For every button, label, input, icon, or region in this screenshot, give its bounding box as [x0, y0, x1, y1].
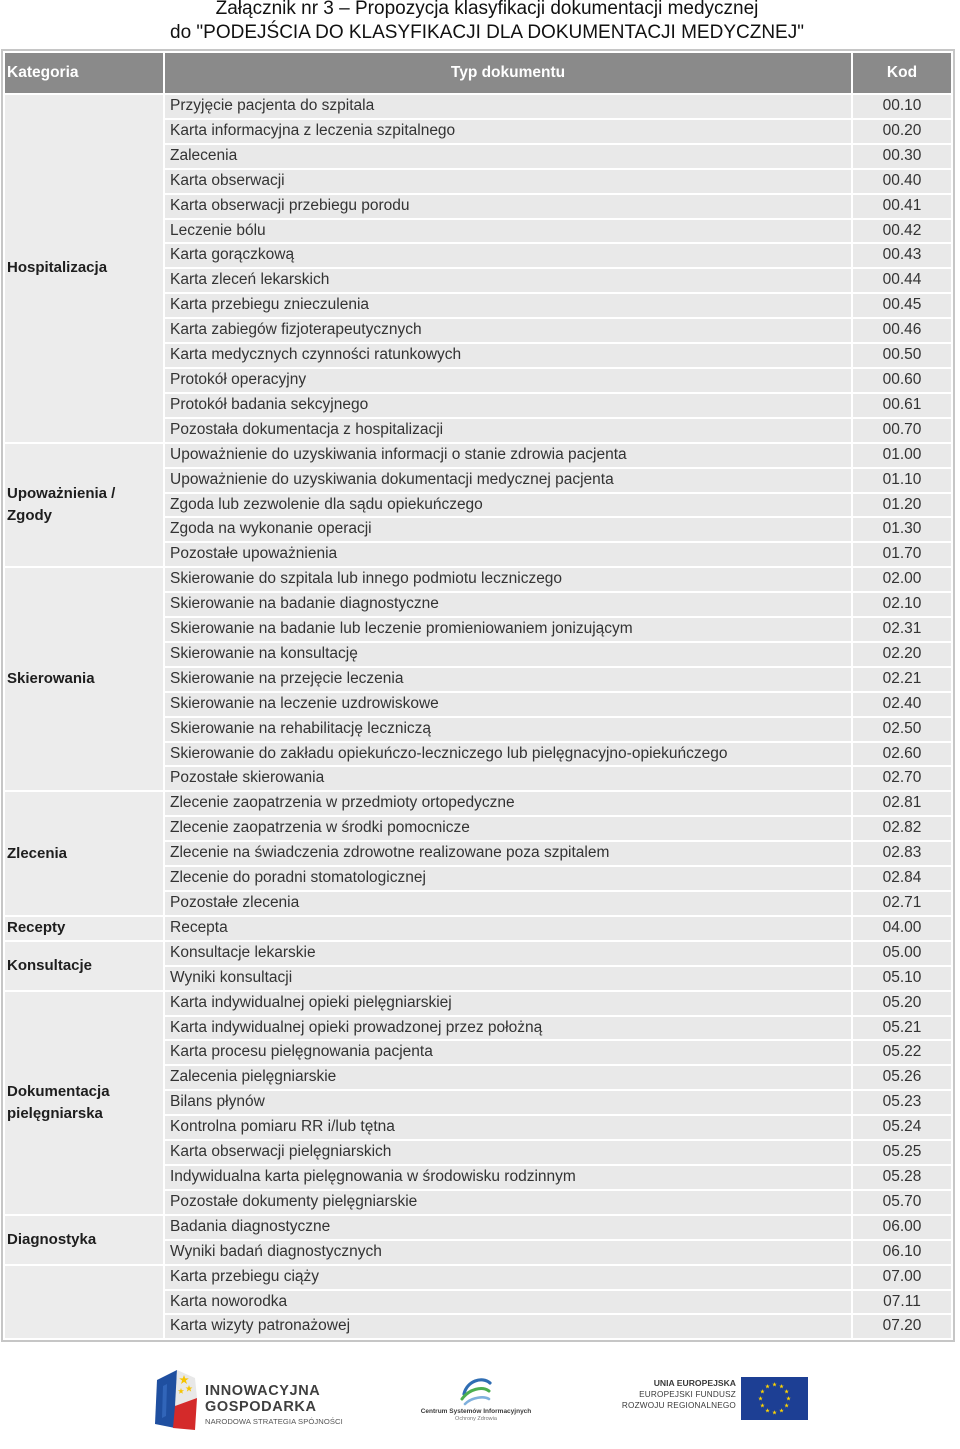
document-code-cell: 05.70	[853, 1191, 951, 1214]
document-type-cell: Skierowanie na konsultację	[165, 643, 851, 666]
document-type-cell: Pozostałe dokumenty pielęgniarskie	[165, 1191, 851, 1214]
table-row	[5, 917, 951, 940]
table-row	[5, 568, 951, 591]
header-code: Kod	[853, 53, 951, 93]
document-type-cell: Konsultacje lekarskie	[165, 942, 851, 965]
document-code-cell: 00.10	[853, 95, 951, 118]
category-cell: Recepty	[5, 917, 163, 940]
document-type-cell: Karta obserwacji	[165, 170, 851, 193]
document-code-cell: 00.41	[853, 195, 951, 218]
table-row	[5, 792, 951, 815]
document-code-cell: 07.00	[853, 1266, 951, 1289]
document-type-cell: Karta zleceń lekarskich	[165, 269, 851, 292]
table-header-row	[5, 53, 951, 93]
document-type-cell: Pozostała dokumentacja z hospitalizacji	[165, 419, 851, 442]
category-cell: Zlecenia	[5, 792, 163, 915]
document-code-cell: 04.00	[853, 917, 951, 940]
document-type-cell: Recepta	[165, 917, 851, 940]
document-type-cell: Zlecenie zaopatrzenia w środki pomocnicze	[165, 817, 851, 840]
innowacyjna-gospodarka-logo	[153, 1366, 353, 1434]
category-cell: Konsultacje	[5, 942, 163, 990]
eu-fund-logo-text	[622, 1378, 736, 1411]
logo-center-line-2: Ochrony Zdrowia	[455, 1416, 497, 1422]
logo-right-line-2: EUROPEJSKI FUNDUSZ	[639, 1390, 736, 1399]
logo-left-line-3: NARODOWA STRATEGIA SPÓJNOŚCI	[205, 1417, 343, 1426]
document-code-cell: 01.30	[853, 518, 951, 541]
document-type-cell: Pozostałe upoważnienia	[165, 543, 851, 566]
document-type-cell: Skierowanie na leczenie uzdrowiskowe	[165, 693, 851, 716]
classification-table	[1, 49, 955, 1342]
document-type-cell: Skierowanie do szpitala lub innego podmiotu leczniczego	[165, 568, 851, 591]
document-type-cell: Wyniki badań diagnostycznych	[165, 1241, 851, 1264]
document-code-cell: 00.20	[853, 120, 951, 143]
document-code-cell: 05.21	[853, 1017, 951, 1040]
document-code-cell: 01.20	[853, 494, 951, 517]
document-type-cell: Skierowanie na przejęcie leczenia	[165, 668, 851, 691]
document-code-cell: 01.10	[853, 469, 951, 492]
document-code-cell: 00.43	[853, 244, 951, 267]
document-code-cell: 02.40	[853, 693, 951, 716]
table-body	[5, 95, 951, 1338]
document-type-cell: Wyniki konsultacji	[165, 967, 851, 990]
document-type-cell: Pozostałe skierowania	[165, 767, 851, 790]
table-row	[5, 942, 951, 965]
logo-right-line-3: ROZWOJU REGIONALNEGO	[621, 1401, 736, 1410]
document-title-line-2: do "PODEJŚCIA DO KLASYFIKACJI DLA DOKUMENTACJI MEDYCZNEJ"	[170, 22, 804, 43]
document-code-cell: 00.61	[853, 394, 951, 417]
logo-left-line-2: GOSPODARKA	[205, 1399, 317, 1415]
innowacyjna-gospodarka-emblem-icon	[153, 1366, 199, 1432]
document-type-cell: Zlecenie na świadczenia zdrowotne realizowane poza szpitalem	[165, 842, 851, 865]
document-type-cell: Upoważnienie do uzyskiwania dokumentacji medycznej pacjenta	[165, 469, 851, 492]
header-type: Typ dokumentu	[165, 53, 851, 93]
document-type-cell: Karta informacyjna z leczenia szpitalnego	[165, 120, 851, 143]
category-cell: Diagnostyka	[5, 1216, 163, 1264]
logo-left-line-1: INNOWACYJNA	[205, 1383, 321, 1399]
document-code-cell: 00.60	[853, 369, 951, 392]
document-type-cell: Zalecenia	[165, 145, 851, 168]
document-code-cell: 01.70	[853, 543, 951, 566]
document-code-cell: 07.11	[853, 1291, 951, 1314]
document-type-cell: Protokół operacyjny	[165, 369, 851, 392]
document-type-cell: Skierowanie na badanie diagnostyczne	[165, 593, 851, 616]
table-row	[5, 1216, 951, 1239]
category-cell: Upoważnienia / Zgody	[5, 444, 163, 567]
document-type-cell: Kontrolna pomiaru RR i/lub tętna	[165, 1116, 851, 1139]
table-row	[5, 95, 951, 118]
document-type-cell: Zalecenia pielęgniarskie	[165, 1066, 851, 1089]
eu-flag-icon	[741, 1377, 808, 1420]
document-type-cell: Karta przebiegu znieczulenia	[165, 294, 851, 317]
document-code-cell: 00.44	[853, 269, 951, 292]
document-code-cell: 00.42	[853, 220, 951, 243]
document-code-cell: 05.26	[853, 1066, 951, 1089]
category-cell	[5, 1266, 163, 1339]
document-code-cell: 02.60	[853, 743, 951, 766]
csioz-logo	[418, 1374, 534, 1424]
document-type-cell: Zlecenie do poradni stomatologicznej	[165, 867, 851, 890]
logo-center-line-1: Centrum Systemów Informacyjnych	[420, 1408, 532, 1415]
header-category: Kategoria	[5, 53, 163, 93]
document-code-cell: 05.24	[853, 1116, 951, 1139]
category-cell: Dokumentacja pielęgniarska	[5, 992, 163, 1214]
document-code-cell: 00.50	[853, 344, 951, 367]
table-row	[5, 992, 951, 1015]
document-code-cell: 02.70	[853, 767, 951, 790]
document-type-cell: Karta indywidualnej opieki prowadzonej przez położną	[165, 1017, 851, 1040]
category-cell: Skierowania	[5, 568, 163, 790]
document-type-cell: Karta obserwacji przebiegu porodu	[165, 195, 851, 218]
document-type-cell: Karta noworodka	[165, 1291, 851, 1314]
document-code-cell: 05.25	[853, 1141, 951, 1164]
document-title	[0, 0, 960, 45]
document-code-cell: 02.31	[853, 618, 951, 641]
document-type-cell: Pozostałe zlecenia	[165, 892, 851, 915]
document-type-cell: Leczenie bólu	[165, 220, 851, 243]
table-row	[5, 444, 951, 467]
document-code-cell: 05.22	[853, 1041, 951, 1064]
document-code-cell: 01.00	[853, 444, 951, 467]
document-type-cell: Zgoda na wykonanie operacji	[165, 518, 851, 541]
document-type-cell: Karta zabiegów fizjoterapeutycznych	[165, 319, 851, 342]
document-type-cell: Karta obserwacji pielęgniarskich	[165, 1141, 851, 1164]
document-code-cell: 07.20	[853, 1315, 951, 1338]
document-title-line-1: Załącznik nr 3 – Propozycja klasyfikacji dokumentacji medycznej	[215, 0, 759, 19]
document-code-cell: 02.50	[853, 718, 951, 741]
document-type-cell: Skierowanie do zakładu opiekuńczo-leczniczego lub pielęgnacyjno-opiekuńczego	[165, 743, 851, 766]
csioz-swoosh-icon	[458, 1374, 494, 1406]
document-code-cell: 05.00	[853, 942, 951, 965]
logo-right-line-1: UNIA EUROPEJSKA	[653, 1378, 736, 1388]
document-type-cell: Karta wizyty patronażowej	[165, 1315, 851, 1338]
document-type-cell: Zgoda lub zezwolenie dla sądu opiekuńczego	[165, 494, 851, 517]
document-code-cell: 05.10	[853, 967, 951, 990]
document-code-cell: 02.21	[853, 668, 951, 691]
document-type-cell: Karta przebiegu ciąży	[165, 1266, 851, 1289]
document-code-cell: 00.30	[853, 145, 951, 168]
document-code-cell: 02.10	[853, 593, 951, 616]
document-type-cell: Karta procesu pielęgnowania pacjenta	[165, 1041, 851, 1064]
category-cell: Hospitalizacja	[5, 95, 163, 442]
table-row	[5, 1266, 951, 1289]
document-code-cell: 02.00	[853, 568, 951, 591]
document-code-cell: 02.20	[853, 643, 951, 666]
document-type-cell: Indywidualna karta pielęgnowania w środowisku rodzinnym	[165, 1166, 851, 1189]
document-type-cell: Przyjęcie pacjenta do szpitala	[165, 95, 851, 118]
document-type-cell: Karta indywidualnej opieki pielęgniarskiej	[165, 992, 851, 1015]
document-code-cell: 06.00	[853, 1216, 951, 1239]
document-code-cell: 02.81	[853, 792, 951, 815]
document-code-cell: 05.23	[853, 1091, 951, 1114]
document-code-cell: 02.84	[853, 867, 951, 890]
document-type-cell: Badania diagnostyczne	[165, 1216, 851, 1239]
document-code-cell: 02.82	[853, 817, 951, 840]
document-type-cell: Skierowanie na rehabilitację leczniczą	[165, 718, 851, 741]
document-code-cell: 05.28	[853, 1166, 951, 1189]
document-code-cell: 00.40	[853, 170, 951, 193]
document-code-cell: 02.71	[853, 892, 951, 915]
document-code-cell: 02.83	[853, 842, 951, 865]
document-code-cell: 00.70	[853, 419, 951, 442]
document-type-cell: Zlecenie zaopatrzenia w przedmioty ortopedyczne	[165, 792, 851, 815]
document-type-cell: Protokół badania sekcyjnego	[165, 394, 851, 417]
document-type-cell: Upoważnienie do uzyskiwania informacji o stanie zdrowia pacjenta	[165, 444, 851, 467]
document-type-cell: Skierowanie na badanie lub leczenie promieniowaniem jonizującym	[165, 618, 851, 641]
document-code-cell: 00.46	[853, 319, 951, 342]
document-type-cell: Karta medycznych czynności ratunkowych	[165, 344, 851, 367]
document-type-cell: Bilans płynów	[165, 1091, 851, 1114]
document-code-cell: 00.45	[853, 294, 951, 317]
document-code-cell: 06.10	[853, 1241, 951, 1264]
document-type-cell: Karta gorączkową	[165, 244, 851, 267]
document-code-cell: 05.20	[853, 992, 951, 1015]
